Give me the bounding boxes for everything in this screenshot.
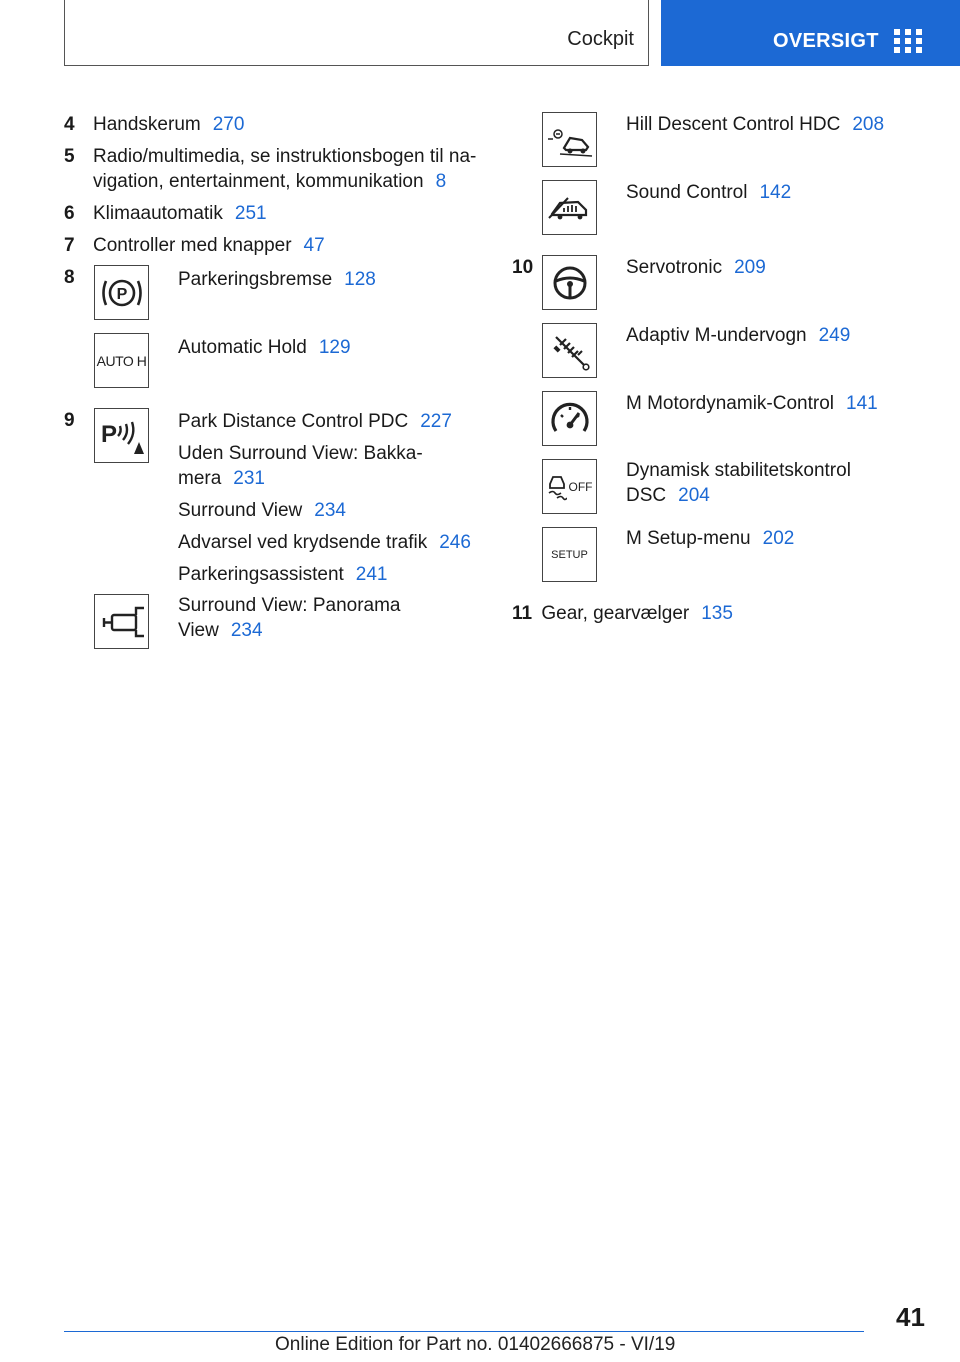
page-link[interactable]: 142 [759,182,792,203]
overview-tab[interactable] [661,0,960,66]
page-link[interactable]: 47 [303,235,325,256]
page-link[interactable]: 251 [234,203,267,224]
footer-divider [64,1331,864,1332]
svg-text:P: P [100,420,117,448]
page-link[interactable]: 234 [230,620,263,641]
item-text: Surround View [178,500,303,521]
entry-text [178,593,401,643]
entry-text [626,112,884,137]
setup-icon-text: SETUP [551,548,588,561]
auto-hold-icon-text: AUTO H [96,352,147,369]
parking-brake-icon [94,265,149,320]
dsc-off-icon-text: OFF [568,479,593,494]
page-link[interactable]: 202 [762,528,795,549]
section-title: Cockpit [567,28,634,50]
item-number: 4 [64,114,75,135]
sound-control-icon [542,180,597,235]
item-text: M Motordynamik-Control [626,393,834,414]
pdc-icon [94,408,149,463]
item-text: Radio/multimedia, se instruktionsbogen til na- [93,146,477,167]
footer-edition: Online Edition for Part no. 01402666875 - VI/19 [275,1334,676,1355]
item-text: Uden Surround View: Bakka- [178,443,423,464]
page-link[interactable]: 246 [439,532,471,553]
header-section-box [64,0,649,66]
item-text: vigation, entertainment, kommunikation [93,171,424,192]
entry-text [626,458,851,508]
page-link[interactable]: 141 [846,393,878,414]
item-text: Hill Descent Control HDC [626,114,841,135]
hill-descent-icon [542,112,597,167]
item-text: Handskerum [93,114,201,135]
page-link[interactable]: 249 [818,325,851,346]
entry-text [178,267,376,292]
suspension-icon [542,323,597,378]
page-link[interactable]: 270 [212,114,245,135]
item-text: Automatic Hold [178,337,307,358]
page-link[interactable]: 208 [852,114,885,135]
page-link[interactable]: 234 [314,500,346,521]
page-link[interactable]: 231 [233,468,265,489]
item-number: 9 [64,410,75,431]
item-number: 8 [64,267,75,288]
item-text: mera [178,468,222,489]
list-item [512,601,733,626]
entry-text-group [178,409,478,587]
page-link[interactable]: 8 [435,171,447,192]
page-link[interactable]: 128 [344,269,376,290]
gauge-icon [542,391,597,446]
panorama-view-icon [94,594,149,649]
page-link[interactable]: 241 [355,564,388,585]
page-link[interactable]: 204 [678,485,710,506]
item-number: 5 [64,146,75,167]
item-text: Servotronic [626,257,723,278]
item-text: M Setup-menu [626,528,751,549]
item-text: Dynamisk stabilitetskontrol [626,460,851,481]
entry-text [626,255,766,280]
page-link[interactable]: 135 [701,603,733,624]
item-text: DSC [626,485,667,506]
item-text: Adaptiv M-undervogn [626,325,807,346]
dsc-off-icon [542,459,597,514]
item-number: 7 [64,235,75,256]
item-number: 11 [512,603,533,624]
item-text: Controller med knapper [93,235,292,256]
overview-tab-label: OVERSIGT [773,30,879,52]
entry-text [626,180,791,205]
steering-wheel-icon [542,255,597,310]
item-text: Klimaautomatik [93,203,223,224]
item-text: Parkeringsbremse [178,269,333,290]
item-text: View [178,620,219,641]
auto-hold-icon [94,333,149,388]
item-text: Parkeringsassistent [178,564,344,585]
item-text: Gear, gearvælger [541,603,690,624]
page-link[interactable]: 129 [318,337,351,358]
item-text: Sound Control [626,182,748,203]
entry-text [626,323,850,348]
list-item [512,255,533,280]
item-number: 6 [64,203,75,224]
setup-icon [542,527,597,582]
entry-text [626,391,878,416]
page-link[interactable]: 227 [420,411,452,432]
page-link[interactable]: 209 [734,257,766,278]
grid-icon [894,29,922,53]
item-number: 10 [512,257,534,278]
page-number: 41 [896,1302,925,1332]
item-text: Park Distance Control PDC [178,411,409,432]
entry-text [626,526,794,551]
item-text: Surround View: Panorama [178,595,401,616]
item-text: Advarsel ved krydsende trafik [178,532,428,553]
svg-text:P: P [116,285,127,303]
entry-text [178,335,351,360]
